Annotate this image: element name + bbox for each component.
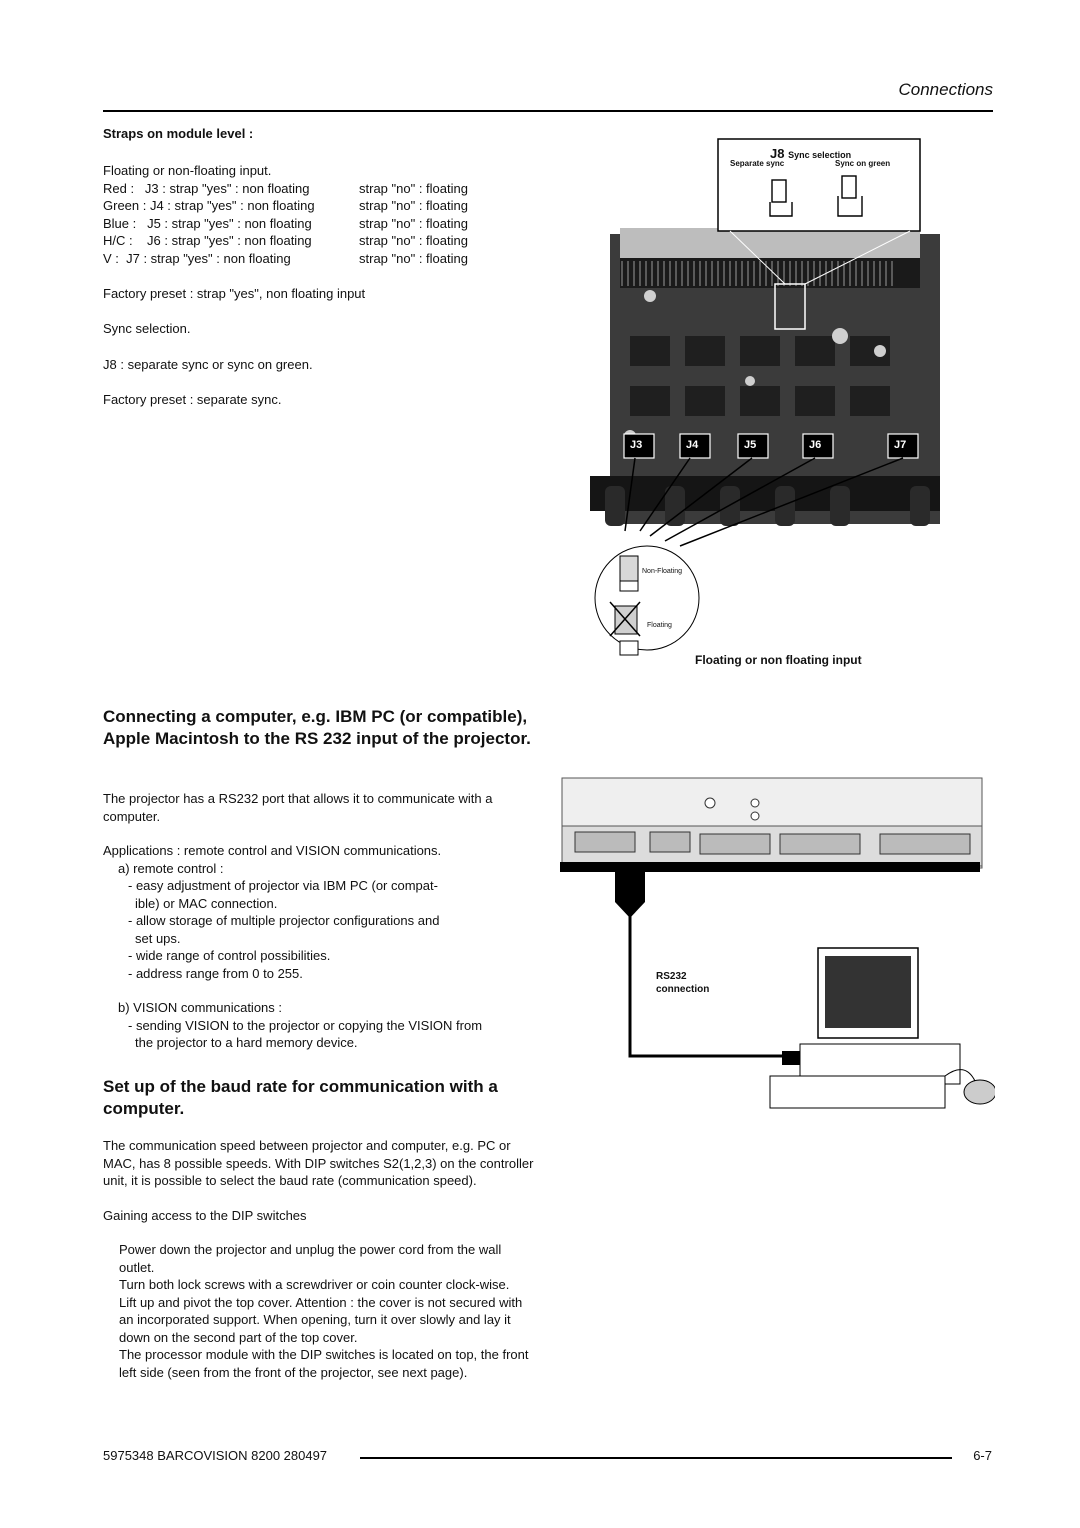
j8-sub-label: Sync selection (788, 150, 852, 160)
strap-left: Blue : J5 : strap "yes" : non floating (103, 215, 312, 231)
jumper-j3-label: J3 (630, 439, 643, 451)
floating-label: Floating (647, 622, 672, 629)
list-item: the projector to a hard memory device. (135, 1035, 358, 1050)
strap-left: H/C : J6 : strap "yes" : non floating (103, 233, 312, 248)
straps-heading: Straps on module level : (103, 126, 254, 141)
spacer (103, 1190, 536, 1207)
list-item: - wide range of control possibilities. (128, 948, 331, 963)
straps-block (103, 162, 523, 267)
non-floating-label: Non-Floating (642, 568, 683, 575)
rs232-illustration (560, 776, 995, 1116)
strap-row-green (103, 197, 523, 215)
rs232-connection-figure (560, 776, 995, 1116)
step-1: Power down the projector and unplug the power cord from the wall outlet. (119, 1242, 502, 1275)
paragraph-applications: Applications : remote control and VISION communications. (103, 843, 442, 858)
strap-right: strap "no" : floating (359, 198, 468, 213)
sync-on-green-label: Sync on green (835, 159, 891, 168)
strap-right: strap "no" : floating (359, 233, 468, 248)
footer-doc-id: 5975348 BARCOVISION 8200 280497 (103, 1448, 328, 1463)
jumper-j6-label: J6 (809, 439, 822, 451)
spacer (103, 982, 538, 999)
list-item: - address range from 0 to 255. (128, 965, 303, 981)
list-item: set ups. (135, 930, 181, 946)
section-title-connecting: Connecting a computer, e.g. IBM PC (or compatible), Apple Macintosh to the RS 232 input of the projector. (103, 707, 531, 748)
sync-selection: Sync selection. (103, 321, 191, 336)
strap-right: strap "no" : floating (359, 180, 468, 196)
section2-body (103, 1137, 536, 1381)
jumper-j4-label: J4 (686, 439, 699, 451)
factory-preset-2: Factory preset : separate sync. (103, 392, 282, 407)
module-board-figure (590, 136, 940, 676)
spacer (103, 825, 538, 842)
list-item: ible) or MAC connection. (135, 895, 278, 911)
section1-body (103, 790, 538, 1052)
straps-intro: Floating or non-floating input. (103, 163, 272, 178)
factory-preset-1: Factory preset : strap "yes", non floating input (103, 286, 366, 301)
strap-right: strap "no" : floating (359, 215, 468, 231)
list-label-vision: b) VISION communications : (118, 1000, 282, 1015)
footer-rule (360, 1457, 952, 1459)
step-2: Turn both lock screws with a screwdriver or coin counter clock-wise. (119, 1277, 510, 1292)
list-item: - allow storage of multiple projector configurations and (128, 913, 440, 928)
page-header-title: Connections (898, 80, 993, 99)
strap-left: V : J7 : strap "yes" : non floating (103, 250, 291, 266)
rs232-label (656, 970, 709, 996)
strap-left: Green : J4 : strap "yes" : non floating (103, 198, 315, 213)
header-rule (103, 110, 993, 112)
paragraph-rs232-port: The projector has a RS232 port that allows it to communicate with a computer. (103, 791, 493, 824)
spacer (103, 1224, 536, 1241)
rs232-label-line2: connection (656, 984, 710, 995)
list-item: - easy adjustment of projector via IBM PC (or compat- (128, 878, 438, 893)
strap-row-hc (103, 232, 523, 250)
section-title-baud-rate: Set up of the baud rate for communication with a computer. (103, 1077, 498, 1118)
j8-label: J8 (770, 146, 785, 161)
step-3: Lift up and pivot the top cover. Attention : the cover is not secured with an incorporated support. When opening, turn it over slowly and lay it down on the second part of the top cover. (119, 1294, 523, 1345)
module-board-illustration (590, 136, 940, 676)
step-4: The processor module with the DIP switches is located on top, the front left side (seen from the front of the projector, see next page). (119, 1347, 529, 1380)
list-item: - sending VISION to the projector or copying the VISION from (128, 1017, 483, 1033)
separate-sync-label: Separate sync (730, 159, 785, 168)
strap-row-red (103, 180, 523, 198)
jumper-j7-label: J7 (894, 439, 907, 451)
rs232-label-line1: RS232 (656, 971, 687, 982)
floating-caption: Floating or non floating input (695, 653, 862, 667)
strap-right: strap "no" : floating (359, 250, 468, 266)
strap-row-v (103, 250, 523, 268)
paragraph-communication-speed: The communication speed between projector and computer, e.g. PC or MAC, has 8 possible speeds. With DIP switches S2(1,2,3) on the controller unit, it is possible to select the baud rate (communication speed). (103, 1138, 534, 1188)
list-label-remote: a) remote control : (118, 860, 224, 876)
strap-left: Red : J3 : strap "yes" : non floating (103, 180, 310, 196)
jumper-j5-label: J5 (744, 439, 757, 451)
j8-description: J8 : separate sync or sync on green. (103, 357, 313, 372)
strap-row-blue (103, 215, 523, 233)
page-number: 6-7 (973, 1448, 992, 1463)
paragraph-dip-access: Gaining access to the DIP switches (103, 1207, 307, 1223)
